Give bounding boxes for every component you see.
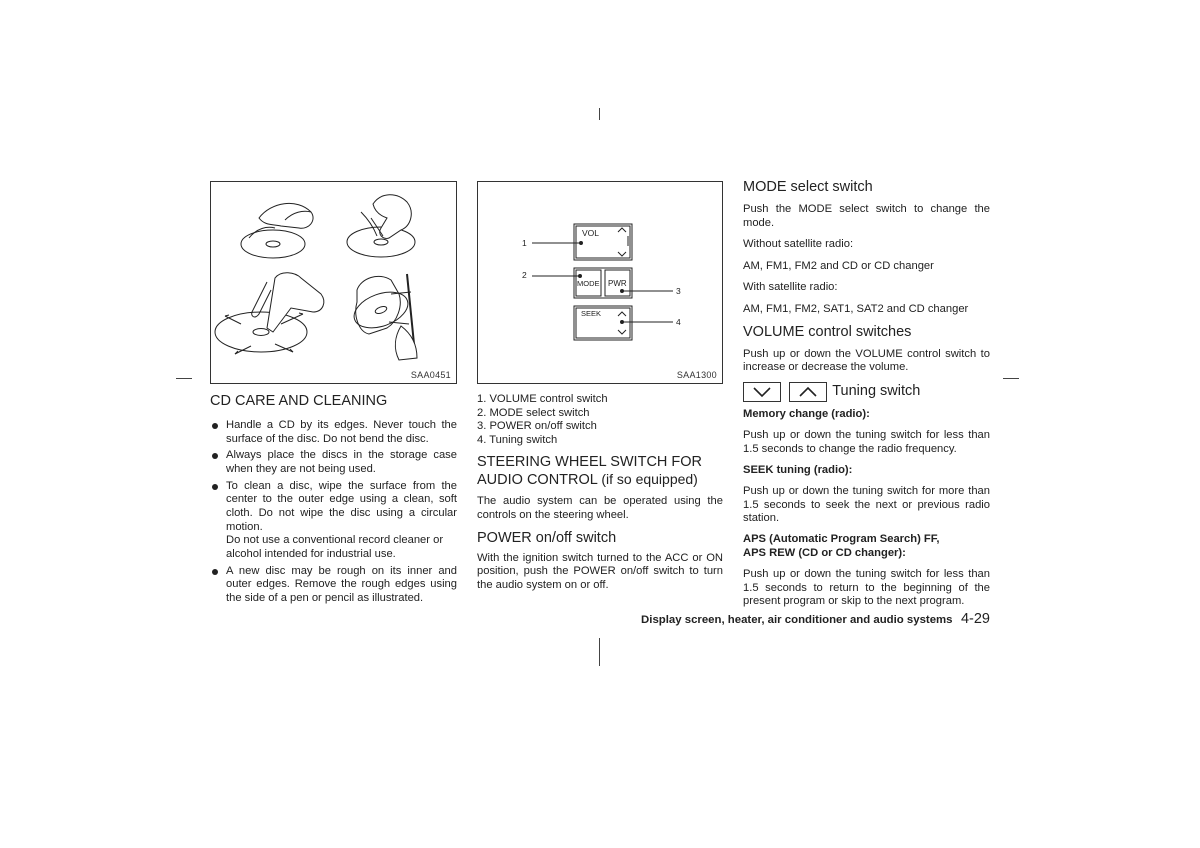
list-item: 4. Tuning switch	[477, 433, 558, 446]
left-column	[210, 393, 457, 608]
volume-heading: VOLUME control switches	[743, 323, 912, 340]
memory-text: Push up or down the tuning switch for less than 1.5 seconds to change the radio frequency.	[743, 429, 990, 455]
cd-handling-illustration	[211, 182, 456, 367]
crop-mark-top	[599, 108, 600, 120]
callout-1: 1	[522, 238, 527, 248]
callout-3: 3	[676, 286, 681, 296]
switch-label-seek: SEEK	[581, 309, 602, 318]
footer-title: Display screen, heater, air conditioner and audio systems	[641, 614, 953, 626]
volume-text: Push up or down the VOLUME control switch to increase or decrease the volume.	[743, 347, 990, 374]
cd-care-heading: CD CARE AND CLEANING	[210, 393, 388, 409]
crop-mark-bottom	[599, 638, 600, 666]
switch-label-vol: VOL	[582, 228, 600, 238]
list-item: To clean a disc, wipe the surface from the center to the outer edge using a clean, soft cloth. Do not wipe the disc using a circular motion. Do not use a conventional record cleaner or alcohol intended for industrial use.	[210, 480, 457, 562]
switch-label-mode: MODE	[577, 279, 600, 288]
crop-mark-right	[1003, 378, 1019, 379]
middle-column	[477, 393, 723, 592]
seek-text: Push up or down the tuning switch for more than 1.5 seconds to seek the next or previous radio station.	[743, 485, 990, 525]
tuning-heading-row	[743, 382, 990, 404]
tuning-heading: Tuning switch	[832, 383, 921, 400]
list-item: 1. VOLUME control switch	[477, 393, 608, 405]
callout-2: 2	[522, 270, 527, 280]
power-heading: POWER on/off switch	[477, 529, 617, 546]
steering-switch-figure	[477, 181, 723, 384]
list-item: 3. POWER on/off switch	[477, 420, 597, 433]
list-item: 2. MODE select switch	[477, 406, 590, 419]
steering-heading: STEERING WHEEL SWITCH FOR AUDIO CONTROL (if so equipped)	[477, 454, 703, 489]
without-sat-label: Without satellite radio:	[743, 238, 854, 251]
switch-label-pwr: PWR	[608, 279, 627, 288]
chevron-down-icon	[743, 382, 781, 402]
crop-mark-left	[176, 378, 192, 379]
right-column	[743, 179, 990, 609]
aps-heading: APS (Automatic Program Search) FF, APS REW (CD or CD changer):	[743, 532, 940, 559]
page-number: 4-29	[960, 611, 990, 627]
with-sat-label: With satellite radio:	[743, 281, 838, 294]
without-sat-modes: AM, FM1, FM2 and CD or CD changer	[743, 259, 934, 272]
with-sat-modes: AM, FM1, FM2, SAT1, SAT2 and CD changer	[743, 302, 969, 315]
power-text: With the ignition switch turned to the ACC or ON position, push the POWER on/off switch to turn the audio system on or off.	[477, 551, 723, 591]
seek-heading: SEEK tuning (radio):	[743, 463, 853, 476]
cd-care-list	[210, 419, 457, 605]
figure-code: SAA1300	[676, 370, 717, 380]
page-footer	[600, 610, 990, 628]
aps-text: Push up or down the tuning switch for less than 1.5 seconds to return to the beginning of the present program or skip to the next program.	[743, 568, 990, 608]
list-item: Always place the discs in the storage case when they are not being used.	[210, 449, 457, 476]
mode-heading: MODE select switch	[743, 179, 873, 195]
list-item: A new disc may be rough on its inner and outer edges. Remove the rough edges using the side of a pen or pencil as illustrated.	[210, 565, 457, 606]
list-item: Handle a CD by its edges. Never touch the surface of the disc. Do not bend the disc.	[210, 419, 457, 446]
steering-switch-diagram	[478, 182, 722, 372]
cd-care-figure	[210, 181, 457, 384]
mode-text: Push the MODE select switch to change the mode.	[743, 203, 990, 229]
callout-4: 4	[676, 317, 681, 327]
memory-heading: Memory change (radio):	[743, 407, 870, 420]
chevron-up-icon	[789, 382, 827, 402]
switch-legend	[477, 393, 723, 447]
figure-code: SAA0451	[410, 370, 451, 380]
steering-text: The audio system can be operated using the controls on the steering wheel.	[477, 495, 723, 521]
